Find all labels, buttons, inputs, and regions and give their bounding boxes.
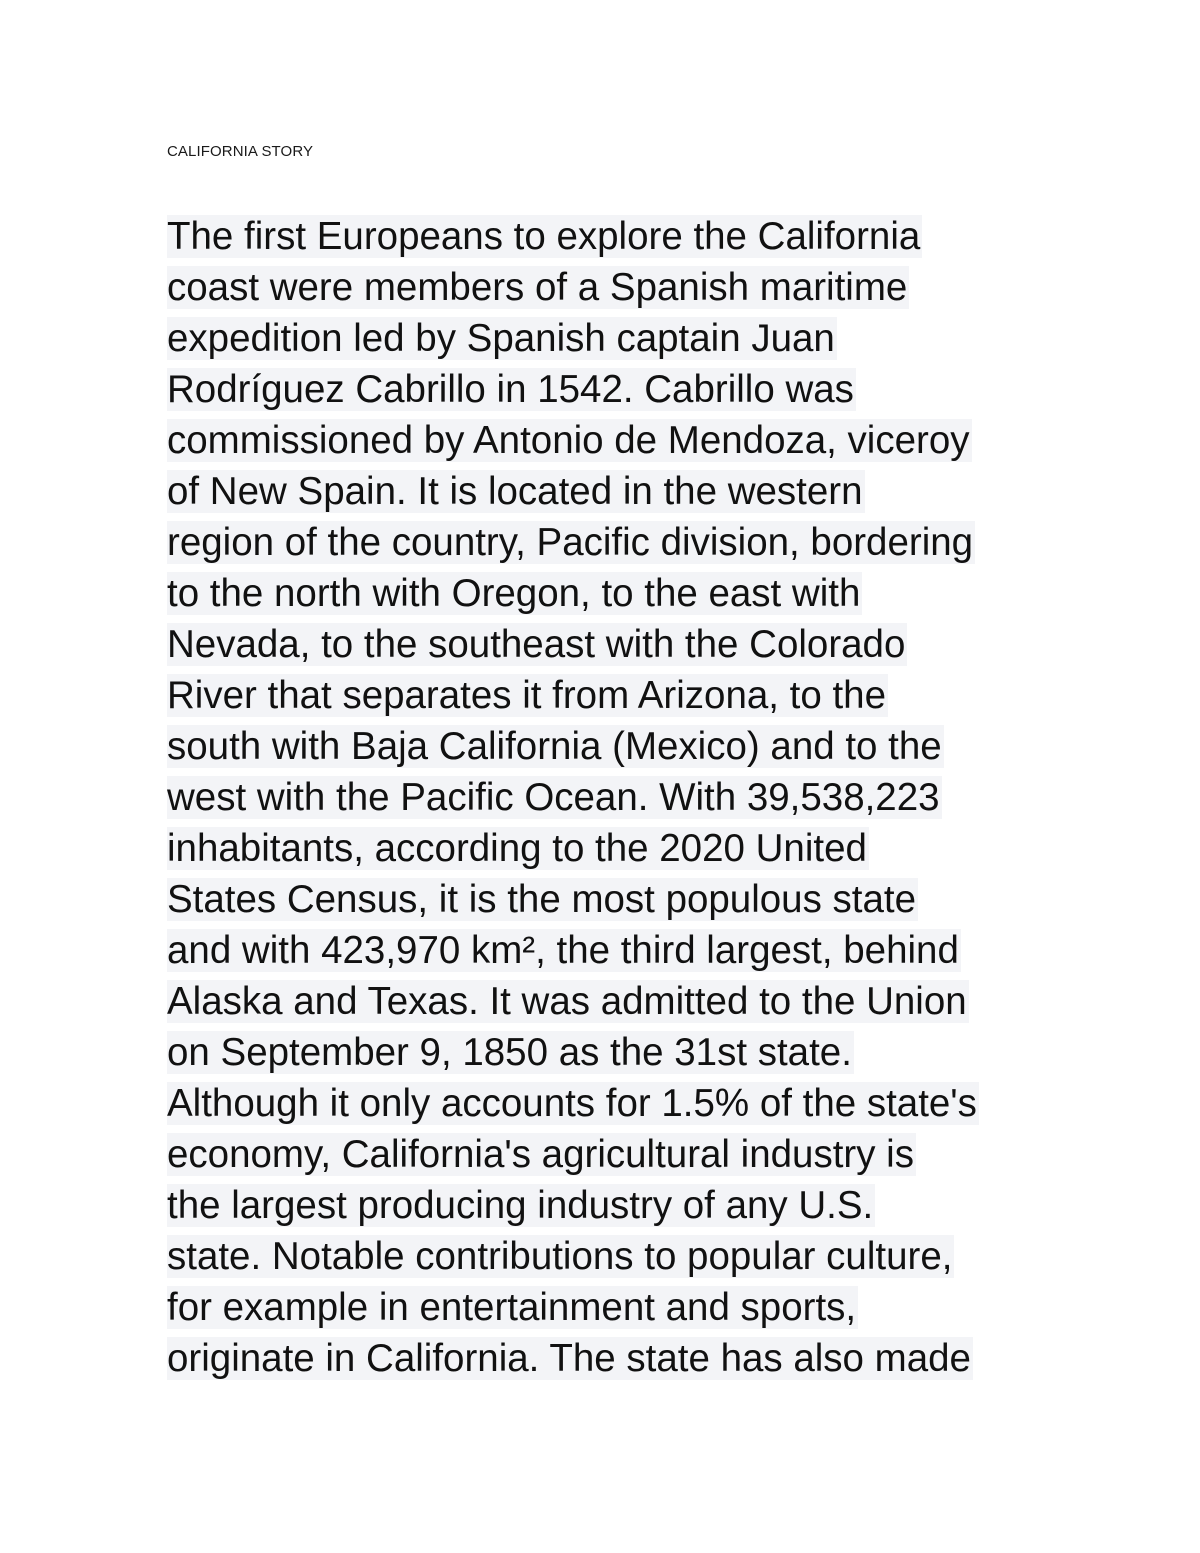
body-line bbox=[167, 772, 1047, 823]
body-line-text: state. Notable contributions to popular culture, bbox=[167, 1235, 953, 1278]
body-line bbox=[167, 1333, 1047, 1384]
body-line bbox=[167, 313, 1047, 364]
body-line-text: Nevada, to the southeast with the Colorado bbox=[167, 623, 906, 666]
body-line-text: River that separates it from Arizona, to the bbox=[167, 674, 886, 717]
body-line-text: for example in entertainment and sports, bbox=[167, 1286, 857, 1329]
body-line bbox=[167, 1231, 1047, 1282]
body-line-text: originate in California. The state has also made bbox=[167, 1337, 971, 1380]
body-line-text: region of the country, Pacific division, bordering bbox=[167, 521, 974, 564]
body-line bbox=[167, 364, 1047, 415]
body-line bbox=[167, 874, 1047, 925]
body-line-text: on September 9, 1850 as the 31st state. bbox=[167, 1031, 852, 1074]
body-line-text: the largest producing industry of any U.S. bbox=[167, 1184, 874, 1227]
body-line-text: inhabitants, according to the 2020 United bbox=[167, 827, 867, 870]
body-line-text: Although it only accounts for 1.5% of the state's bbox=[167, 1082, 977, 1125]
body-line-text: to the north with Oregon, to the east with bbox=[167, 572, 861, 615]
body-line-text: Rodríguez Cabrillo in 1542. Cabrillo was bbox=[167, 368, 854, 411]
body-line-text: The first Europeans to explore the California bbox=[167, 215, 921, 258]
document-title: CALIFORNIA STORY bbox=[167, 143, 314, 160]
body-line-text: coast were members of a Spanish maritime bbox=[167, 266, 908, 309]
body-line bbox=[167, 823, 1047, 874]
body-line-text: Alaska and Texas. It was admitted to the Union bbox=[167, 980, 967, 1023]
body-line bbox=[167, 1180, 1047, 1231]
body-line bbox=[167, 925, 1047, 976]
body-line-text: expedition led by Spanish captain Juan bbox=[167, 317, 835, 360]
body-line-text: and with 423,970 km², the third largest, behind bbox=[167, 929, 959, 972]
body-line bbox=[167, 976, 1047, 1027]
body-line bbox=[167, 670, 1047, 721]
body-line bbox=[167, 568, 1047, 619]
body-line-text: of New Spain. It is located in the western bbox=[167, 470, 863, 513]
body-line bbox=[167, 1027, 1047, 1078]
body-line bbox=[167, 1078, 1047, 1129]
body-line-text: west with the Pacific Ocean. With 39,538,223 bbox=[167, 776, 940, 819]
body-line bbox=[167, 1282, 1047, 1333]
body-line bbox=[167, 619, 1047, 670]
body-line-text: economy, California's agricultural industry is bbox=[167, 1133, 914, 1176]
body-line-text: States Census, it is the most populous state bbox=[167, 878, 917, 921]
body-line bbox=[167, 415, 1047, 466]
body-line bbox=[167, 466, 1047, 517]
body-line-text: south with Baja California (Mexico) and to the bbox=[167, 725, 942, 768]
body-line bbox=[167, 721, 1047, 772]
body-line bbox=[167, 517, 1047, 568]
body-line-text: commissioned by Antonio de Mendoza, viceroy bbox=[167, 419, 970, 462]
body-line bbox=[167, 1129, 1047, 1180]
body-line bbox=[167, 262, 1047, 313]
document-body bbox=[167, 211, 1047, 1384]
body-line bbox=[167, 211, 1047, 262]
